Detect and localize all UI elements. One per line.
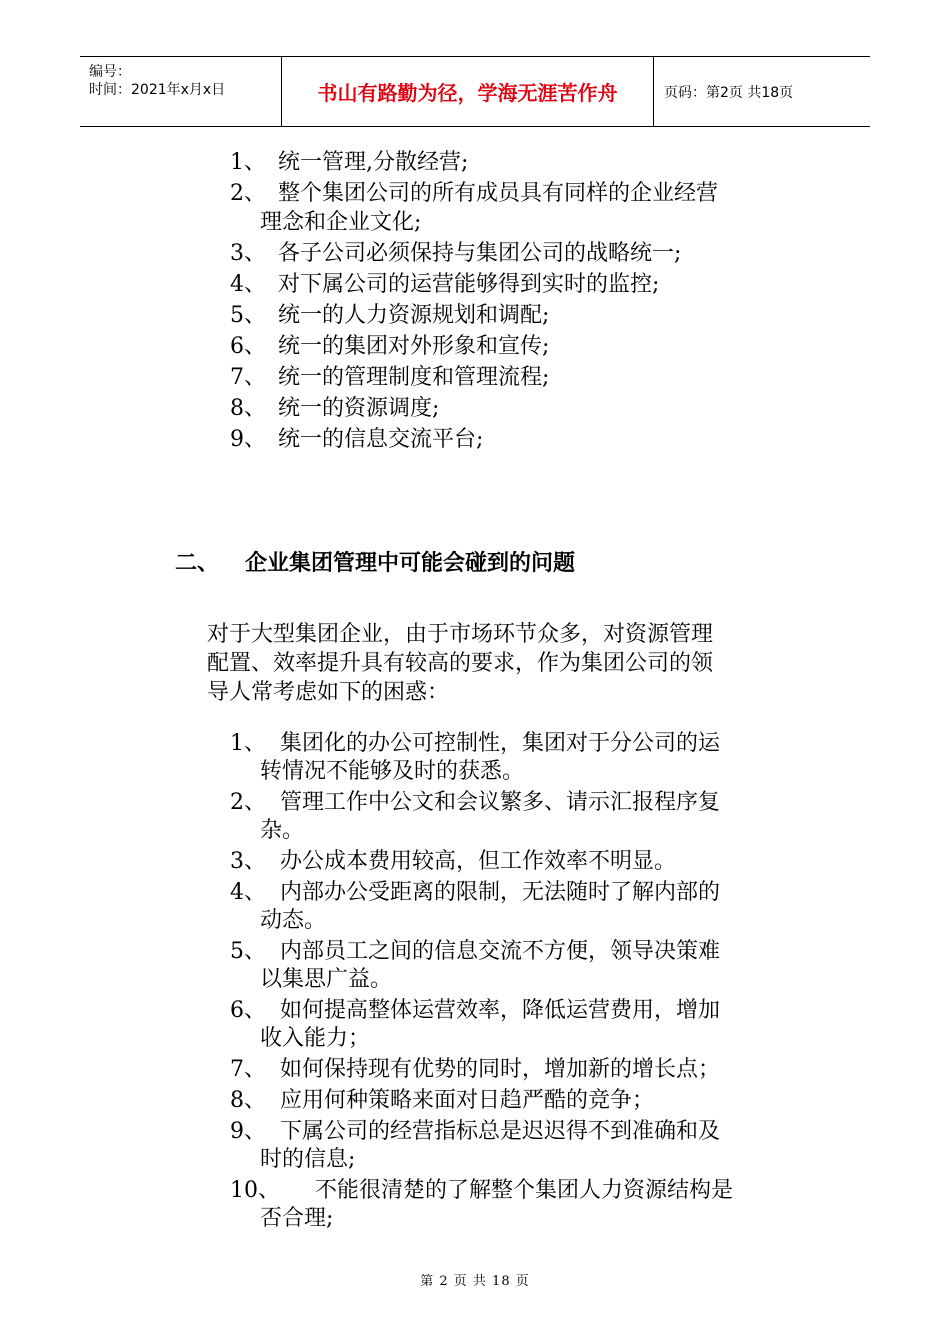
list-item-number: 2、 [230, 181, 266, 206]
number-label: 编号： [89, 64, 131, 80]
list-item-number: 7、 [230, 365, 266, 390]
list-item-number: 3、 [230, 849, 266, 874]
section-number: 二、 [175, 551, 220, 576]
list-item-text: 统一的集团对外形象和宣传; [278, 334, 550, 359]
list-item-number: 8、 [230, 396, 266, 421]
list-item [230, 1087, 800, 1115]
principles-list [230, 148, 800, 456]
intro-line: 对于大型集团企业，由于市场环节众多，对资源管理 [207, 622, 714, 647]
list-item [230, 1177, 800, 1233]
list-item [230, 730, 800, 786]
list-item-text: 内部办公受距离的限制，无法随时了解内部的 [280, 880, 721, 905]
list-item-number: 1、 [230, 731, 266, 756]
list-item-number: 4、 [230, 880, 266, 905]
list-item-text: 整个集团公司的所有成员具有同样的企业经营 [278, 181, 719, 206]
list-item [230, 148, 800, 177]
list-item [230, 1056, 800, 1084]
list-item-text: 管理工作中公文和会议繁多、请示汇报程序复 [280, 790, 721, 815]
list-item-text: 统一的资源调度; [278, 396, 440, 421]
header-motto: 书山有路勤为径，学海无涯苦作舟 [282, 57, 654, 126]
list-item [230, 363, 800, 392]
list-item-continuation: 以集思广益。 [260, 967, 393, 992]
intro-line: 配置、效率提升具有较高的要求，作为集团公司的领 [207, 651, 714, 676]
list-item [230, 270, 800, 299]
list-item [230, 425, 800, 454]
list-item-continuation: 转情况不能够及时的获悉。 [260, 759, 525, 784]
list-item-continuation: 动态。 [260, 908, 327, 933]
list-item-text: 如何提高整体运营效率，降低运营费用，增加 [280, 998, 721, 1023]
list-item-text: 统一的人力资源规划和调配; [278, 303, 550, 328]
list-item-number: 7、 [230, 1057, 266, 1082]
intro-paragraph [207, 620, 807, 707]
list-item-text: 统一的信息交流平台; [278, 427, 484, 452]
list-item-text: 下属公司的经营指标总是迟迟得不到准确和及 [280, 1119, 721, 1144]
list-item-continuation: 理念和企业文化; [260, 210, 422, 235]
list-item-number: 2、 [230, 790, 266, 815]
list-item-number: 5、 [230, 303, 266, 328]
list-item [230, 997, 800, 1053]
page-footer: 第 2 页 共 18 页 [420, 1274, 530, 1289]
list-item [230, 239, 800, 268]
list-item-number: 6、 [230, 998, 266, 1023]
section-heading [175, 546, 575, 577]
list-item [230, 789, 800, 845]
header-page-info: 页码：第2页 共18页 [664, 84, 794, 101]
list-item-continuation: 杂。 [260, 818, 305, 843]
list-item-text: 统一的管理制度和管理流程; [278, 365, 550, 390]
list-item-number: 5、 [230, 939, 266, 964]
header-meta [80, 57, 282, 126]
list-item [230, 394, 800, 423]
list-item-number: 9、 [230, 1119, 266, 1144]
list-item [230, 1118, 800, 1174]
list-item-number: 4、 [230, 272, 266, 297]
list-item-text: 如何保持现有优势的同时，增加新的增长点； [280, 1057, 721, 1082]
list-item [230, 938, 800, 994]
list-item [230, 301, 800, 330]
list-item [230, 848, 800, 876]
time-label: 时间：2021年x月x日 [89, 82, 226, 98]
list-item-text: 对下属公司的运营能够得到实时的监控; [278, 272, 660, 297]
intro-line: 导人常考虑如下的困惑： [207, 680, 450, 705]
list-item-continuation: 否合理; [260, 1206, 334, 1231]
list-item [230, 332, 800, 361]
list-item-number: 8、 [230, 1088, 266, 1113]
list-item-text: 统一管理,分散经营; [278, 150, 469, 175]
section-title: 企业集团管理中可能会碰到的问题 [245, 551, 576, 576]
list-item-number: 1、 [230, 150, 266, 175]
list-item [230, 179, 800, 237]
page-header [80, 56, 870, 127]
list-item-continuation: 时的信息; [260, 1147, 356, 1172]
problems-list [230, 730, 800, 1236]
list-item-number: 10、 [230, 1178, 280, 1203]
list-item-text: 不能很清楚的了解整个集团人力资源结构是 [315, 1178, 734, 1203]
list-item [230, 879, 800, 935]
list-item-text: 集团化的办公可控制性，集团对于分公司的运 [280, 731, 721, 756]
list-item-continuation: 收入能力； [260, 1026, 371, 1051]
list-item-text: 内部员工之间的信息交流不方便，领导决策难 [280, 939, 721, 964]
list-item-text: 各子公司必须保持与集团公司的战略统一; [278, 241, 682, 266]
list-item-text: 办公成本费用较高，但工作效率不明显。 [280, 849, 677, 874]
list-item-text: 应用何种策略来面对日趋严酷的竞争； [280, 1088, 655, 1113]
list-item-number: 6、 [230, 334, 266, 359]
list-item-number: 3、 [230, 241, 266, 266]
list-item-number: 9、 [230, 427, 266, 452]
